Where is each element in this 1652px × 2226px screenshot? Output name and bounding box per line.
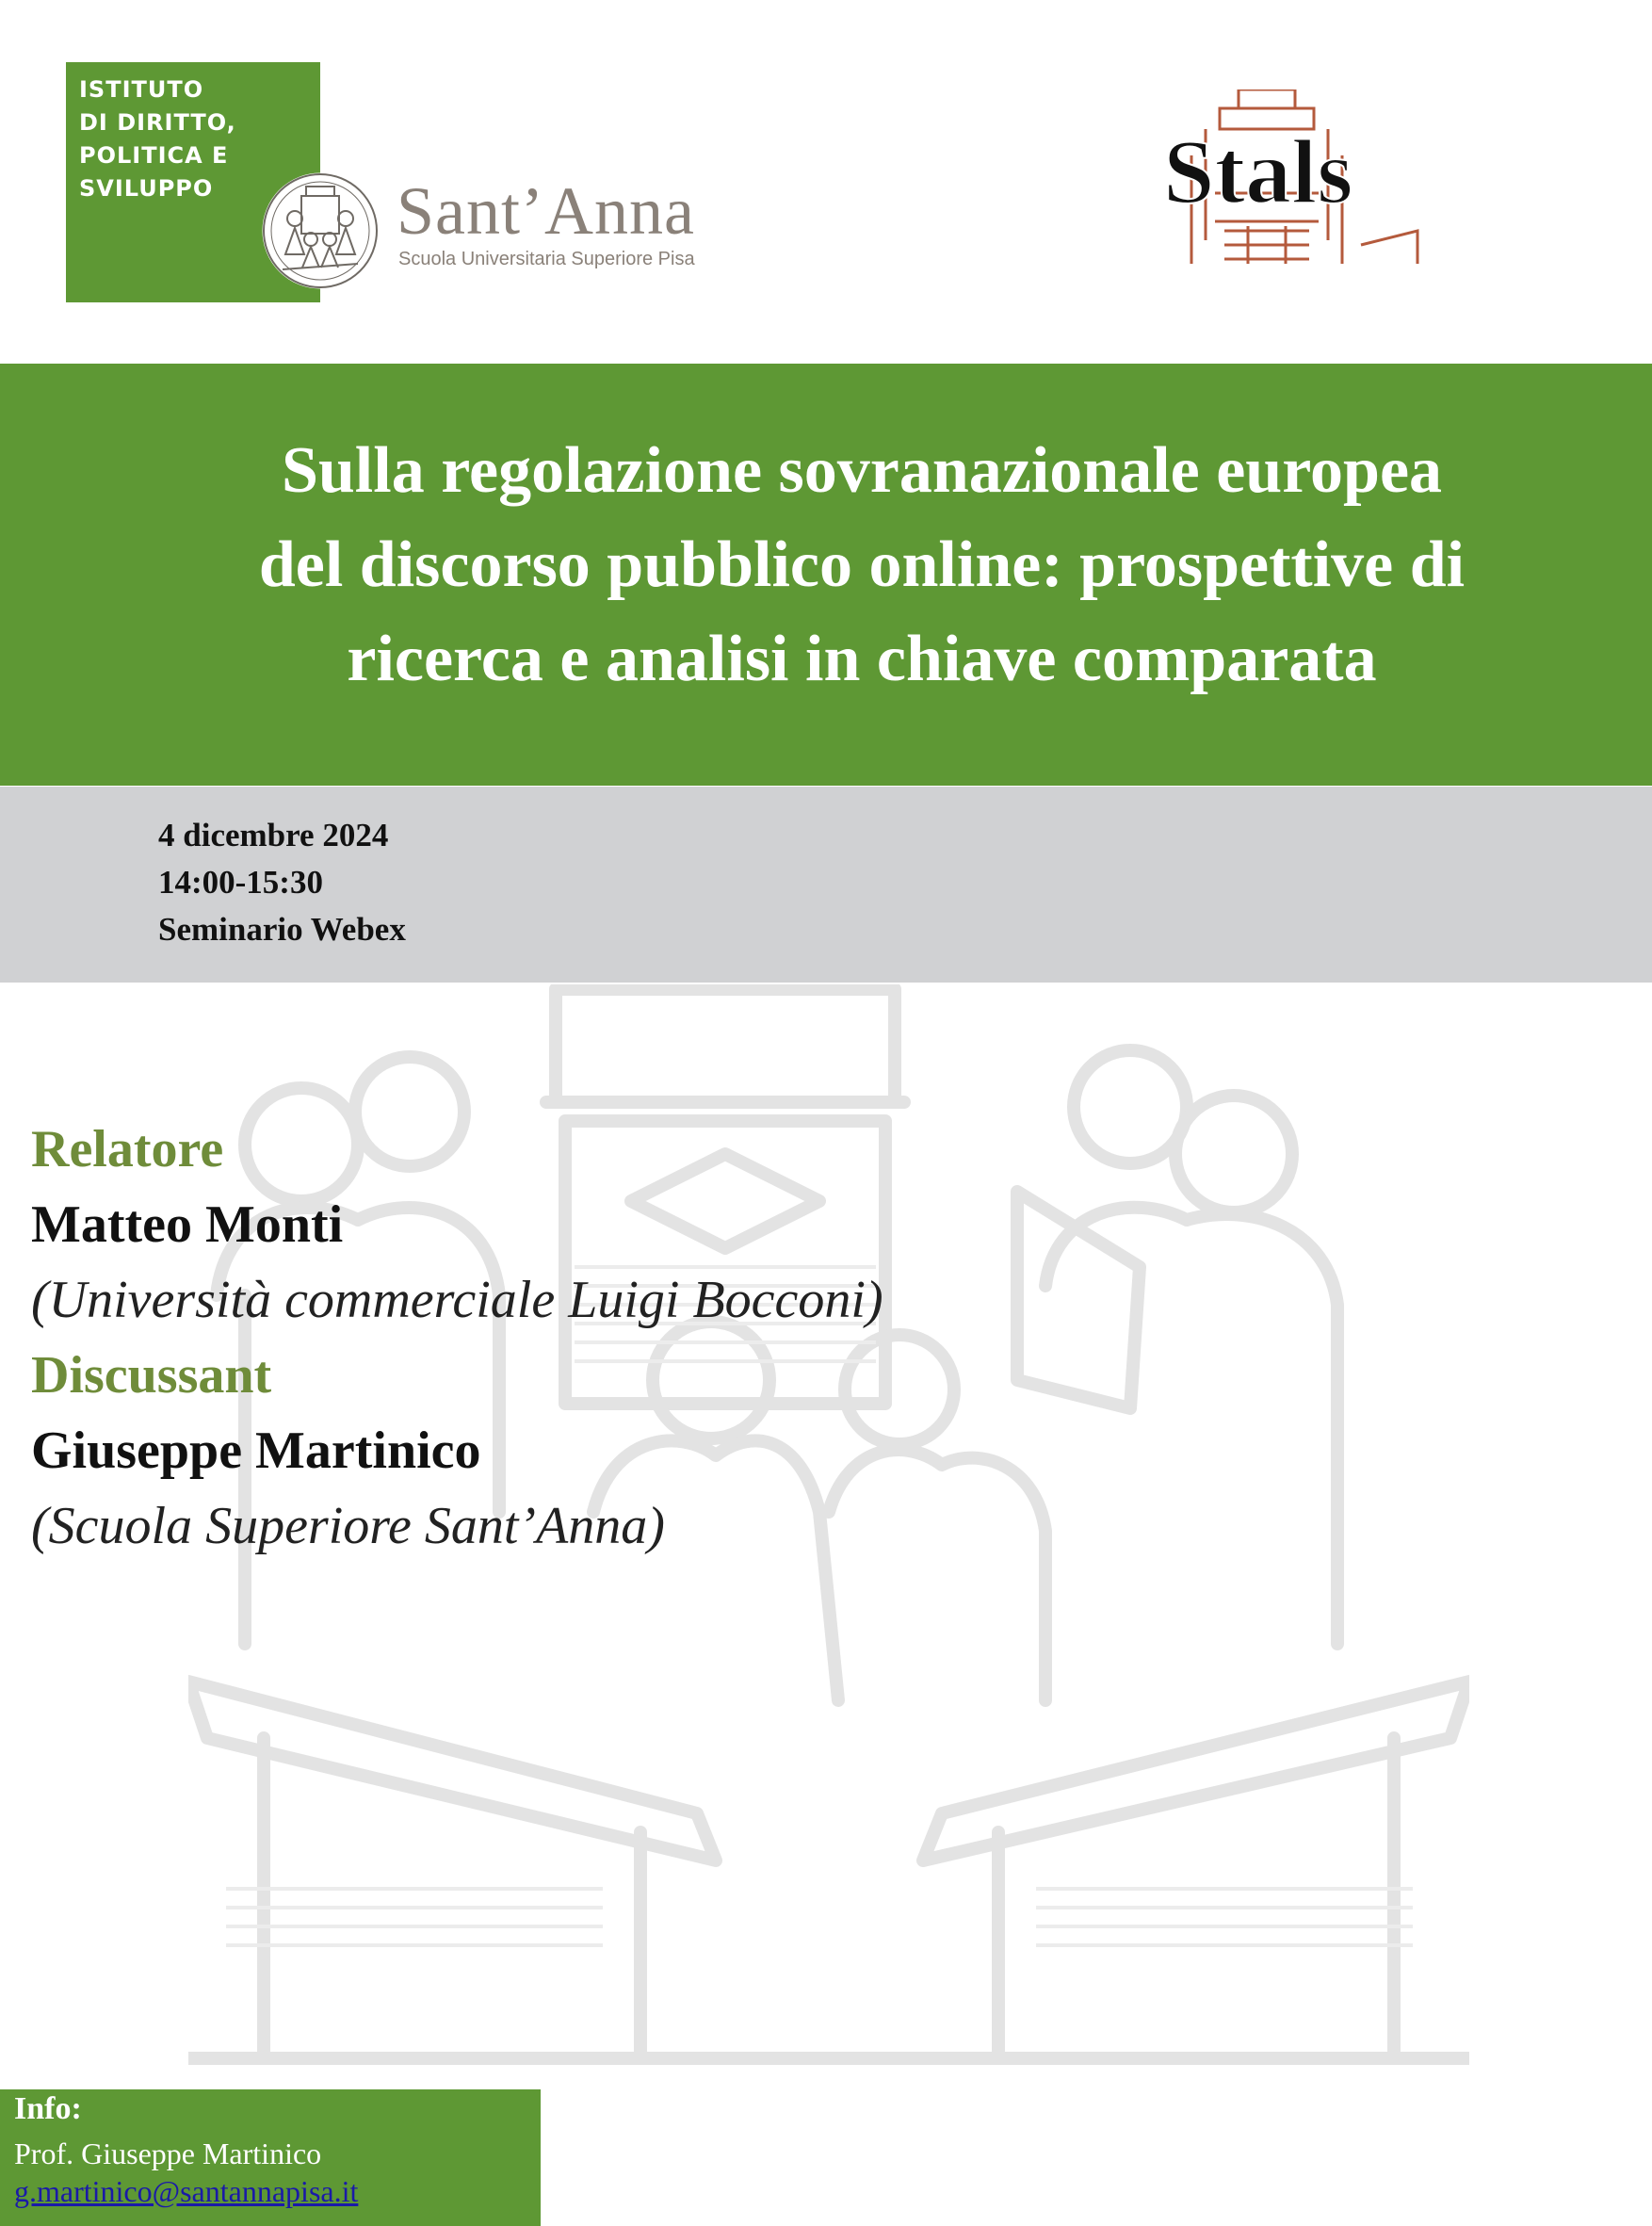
institute-line: POLITICA E (79, 142, 229, 169)
event-title-line: del discorso pubblico online: prospettive di (258, 528, 1466, 601)
relatore-label: Relatore (31, 1120, 224, 1178)
santanna-seal-icon (259, 170, 381, 292)
relatore-name: Matteo Monti (31, 1195, 344, 1254)
info-email-link[interactable]: g.martinico@santannapisa.it (14, 2174, 359, 2208)
relatore-affiliation: (Università commerciale Luigi Bocconi) (31, 1271, 883, 1329)
event-details (158, 812, 406, 953)
discussant-affiliation: (Scuola Superiore Sant’Anna) (31, 1497, 665, 1555)
event-date: 4 dicembre 2024 (158, 817, 389, 853)
brand-subtitle: Scuola Universitaria Superiore Pisa (398, 249, 695, 269)
event-format: Seminario Webex (158, 911, 406, 948)
event-title-line: ricerca e analisi in chiave comparata (347, 623, 1377, 695)
info-label: Info: (14, 2091, 82, 2126)
institute-line: ISTITUTO (79, 76, 204, 103)
brand-name: Sant’Anna (397, 173, 695, 249)
discussant-name: Giuseppe Martinico (31, 1422, 481, 1480)
info-contact-name: Prof. Giuseppe Martinico (14, 2137, 322, 2170)
discussant-label: Discussant (31, 1346, 272, 1405)
institute-line: DI DIRITTO, (79, 109, 236, 136)
event-title (113, 424, 1611, 707)
event-title-line: Sulla regolazione sovranazionale europea (281, 434, 1443, 507)
institute-line: SVILUPPO (79, 175, 214, 202)
stals-logo-text: Stals (1163, 122, 1353, 223)
event-time: 14:00-15:30 (158, 864, 323, 901)
stals-logo (1135, 89, 1531, 268)
